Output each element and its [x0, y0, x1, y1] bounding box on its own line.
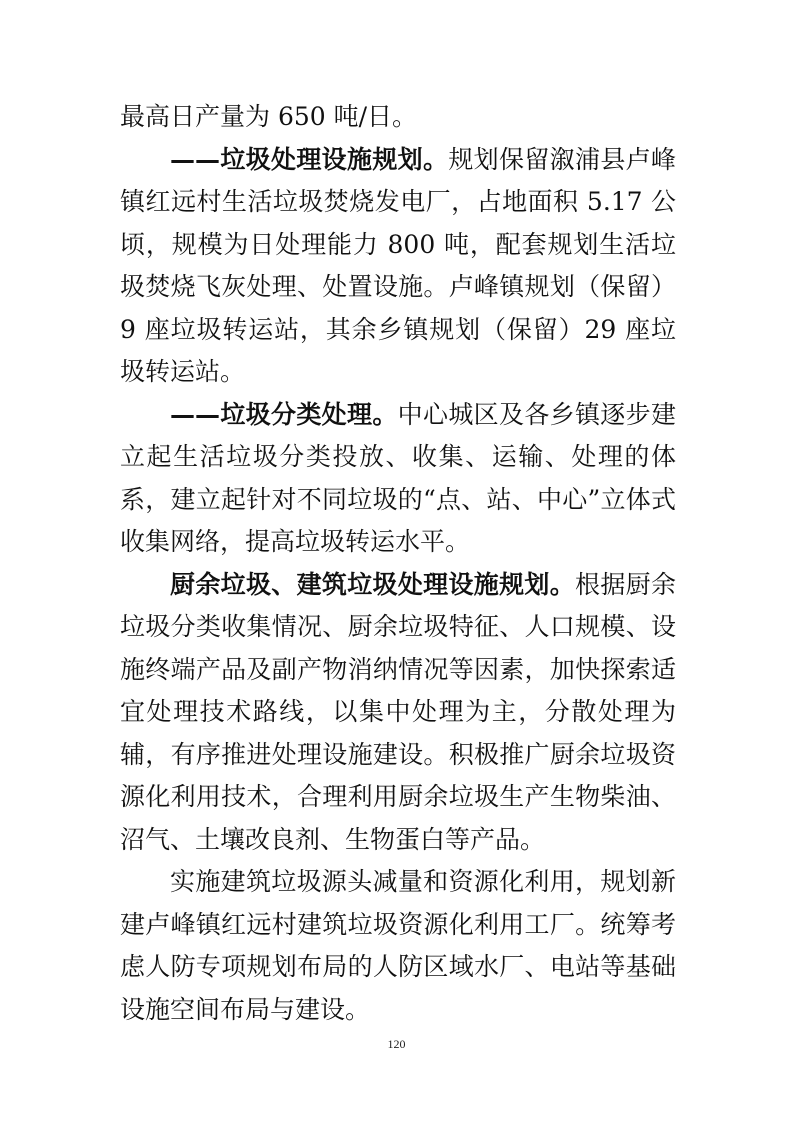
paragraph-heading: ——垃圾处理设施规划。 [170, 144, 449, 174]
paragraph-waste-sorting [120, 394, 676, 564]
paragraph-text: 规划保留溆浦县卢峰镇红远村生活垃圾焚烧发电厂，占地面积 5.17 公顷，规模为日处理能力 800 吨，配套规划生活垃圾焚烧飞灰处理、处置设施。卢峰镇规划（保留）9 座垃圾转运站，其余乡镇规划（保留）29 座垃圾转运站。 [120, 144, 676, 386]
paragraph-construction-waste-recycling [120, 861, 676, 1031]
paragraph-text: 最高日产量为 650 吨/日。 [120, 102, 418, 131]
paragraph-text: 实施建筑垃圾源头减量和资源化利用，规划新建卢峰镇红远村建筑垃圾资源化利用工厂。统筹考虑人防专项规划布局的人防区域水厂、电站等基础设施空间布局与建设。 [120, 867, 676, 1024]
paragraph-text: 中心城区及各乡镇逐步建立起生活垃圾分类投放、收集、运输、处理的体系，建立起针对不同垃圾的“点、站、中心”立体式收集网络，提高垃圾转运水平。 [120, 399, 676, 556]
paragraph-waste-facility-planning [120, 139, 676, 394]
paragraph-text: 根据厨余垃圾分类收集情况、厨余垃圾特征、人口规模、设施终端产品及副产物消纳情况等因素，加快探索适宜处理技术路线，以集中处理为主，分散处理为辅，有序推进处理设施建设。积极推广厨余垃圾资源化利用技术，合理利用厨余垃圾生产生物柴油、沼气、土壤改良剂、生物蛋白等产品。 [120, 569, 676, 854]
paragraph-kitchen-construction-waste [120, 564, 676, 862]
page-number: 120 [387, 1037, 406, 1051]
paragraph-heading: ——垃圾分类处理。 [170, 399, 398, 429]
paragraph-continuation [120, 96, 676, 139]
paragraph-heading: 厨余垃圾、建筑垃圾处理设施规划。 [170, 569, 576, 599]
document-body [120, 96, 676, 1031]
